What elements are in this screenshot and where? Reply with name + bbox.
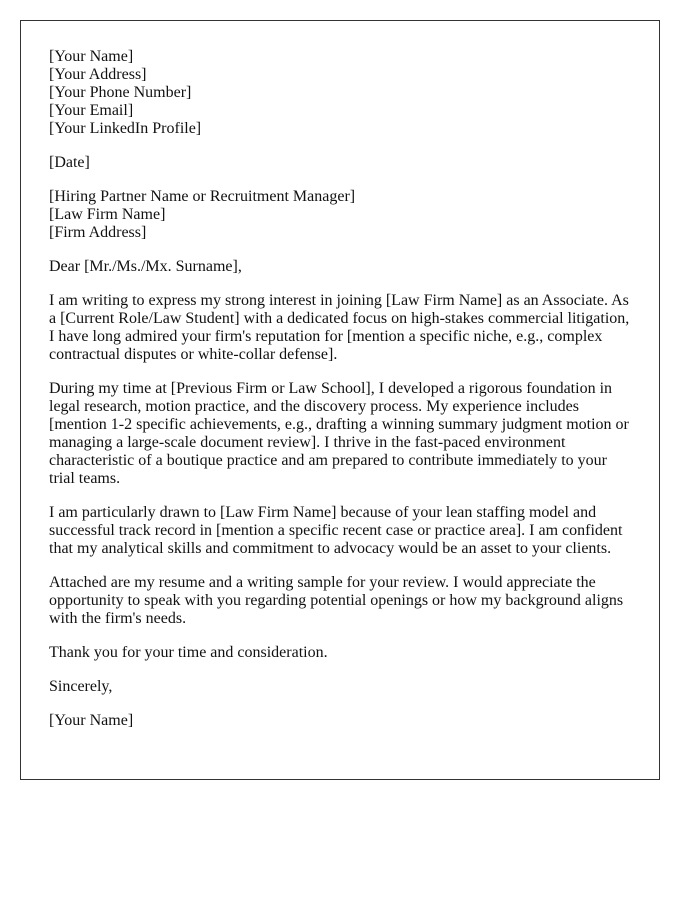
recipient-name: [Hiring Partner Name or Recruitment Manager] — [49, 188, 356, 205]
sender-info — [49, 48, 631, 138]
sender-linkedin: [Your LinkedIn Profile] — [49, 120, 202, 137]
recipient-info — [49, 188, 631, 242]
sender-phone: [Your Phone Number] — [49, 84, 192, 101]
sender-name: [Your Name] — [49, 48, 134, 65]
recipient-address: [Firm Address] — [49, 224, 147, 241]
paragraph-line: I have long admired your firm's reputation for [mention a specific niche, e.g., complex — [49, 328, 603, 345]
salutation — [49, 258, 631, 276]
paragraph-line: Thank you for your time and consideration. — [49, 644, 328, 661]
signature — [49, 712, 631, 730]
paragraph-line: I am particularly drawn to [Law Firm Name] because of your lean staffing model and — [49, 504, 597, 521]
paragraph-line: that my analytical skills and commitment to advocacy would be an asset to your clients. — [49, 540, 612, 557]
paragraph-line: contractual disputes or white-collar defense]. — [49, 346, 338, 363]
body-paragraph-4 — [49, 574, 631, 628]
letter-date — [49, 154, 631, 172]
recipient-firm: [Law Firm Name] — [49, 206, 166, 223]
date-text: [Date] — [49, 154, 90, 171]
paragraph-line: trial teams. — [49, 470, 121, 487]
salutation-text: Dear [Mr./Ms./Mx. Surname], — [49, 258, 242, 275]
body-paragraph-5 — [49, 644, 631, 662]
body-paragraph-1 — [49, 292, 631, 364]
cover-letter-document — [20, 20, 660, 780]
paragraph-line: [mention 1-2 specific achievements, e.g., drafting a winning summary judgment motion or — [49, 416, 629, 433]
closing — [49, 678, 631, 696]
paragraph-line: managing a large-scale document review]. I thrive in the fast-paced environment — [49, 434, 566, 451]
sender-address: [Your Address] — [49, 66, 147, 83]
paragraph-line: with the firm's needs. — [49, 610, 187, 627]
paragraph-line: I am writing to express my strong interest in joining [Law Firm Name] as an Associate. As — [49, 292, 629, 309]
paragraph-line: successful track record in [mention a specific recent case or practice area]. I am confident — [49, 522, 623, 539]
paragraph-line: Attached are my resume and a writing sample for your review. I would appreciate the — [49, 574, 596, 591]
paragraph-line: a [Current Role/Law Student] with a dedicated focus on high-stakes commercial litigation, — [49, 310, 630, 327]
paragraph-line: legal research, motion practice, and the discovery process. My experience includes — [49, 398, 580, 415]
paragraph-line: opportunity to speak with you regarding potential openings or how my background aligns — [49, 592, 624, 609]
body-paragraph-3 — [49, 504, 631, 558]
paragraph-line: characteristic of a boutique practice and am prepared to contribute immediately to your — [49, 452, 607, 469]
paragraph-line: During my time at [Previous Firm or Law School], I developed a rigorous foundation in — [49, 380, 613, 397]
body-paragraph-2 — [49, 380, 631, 488]
signature-name: [Your Name] — [49, 712, 134, 729]
sender-email: [Your Email] — [49, 102, 134, 119]
closing-text: Sincerely, — [49, 678, 113, 695]
